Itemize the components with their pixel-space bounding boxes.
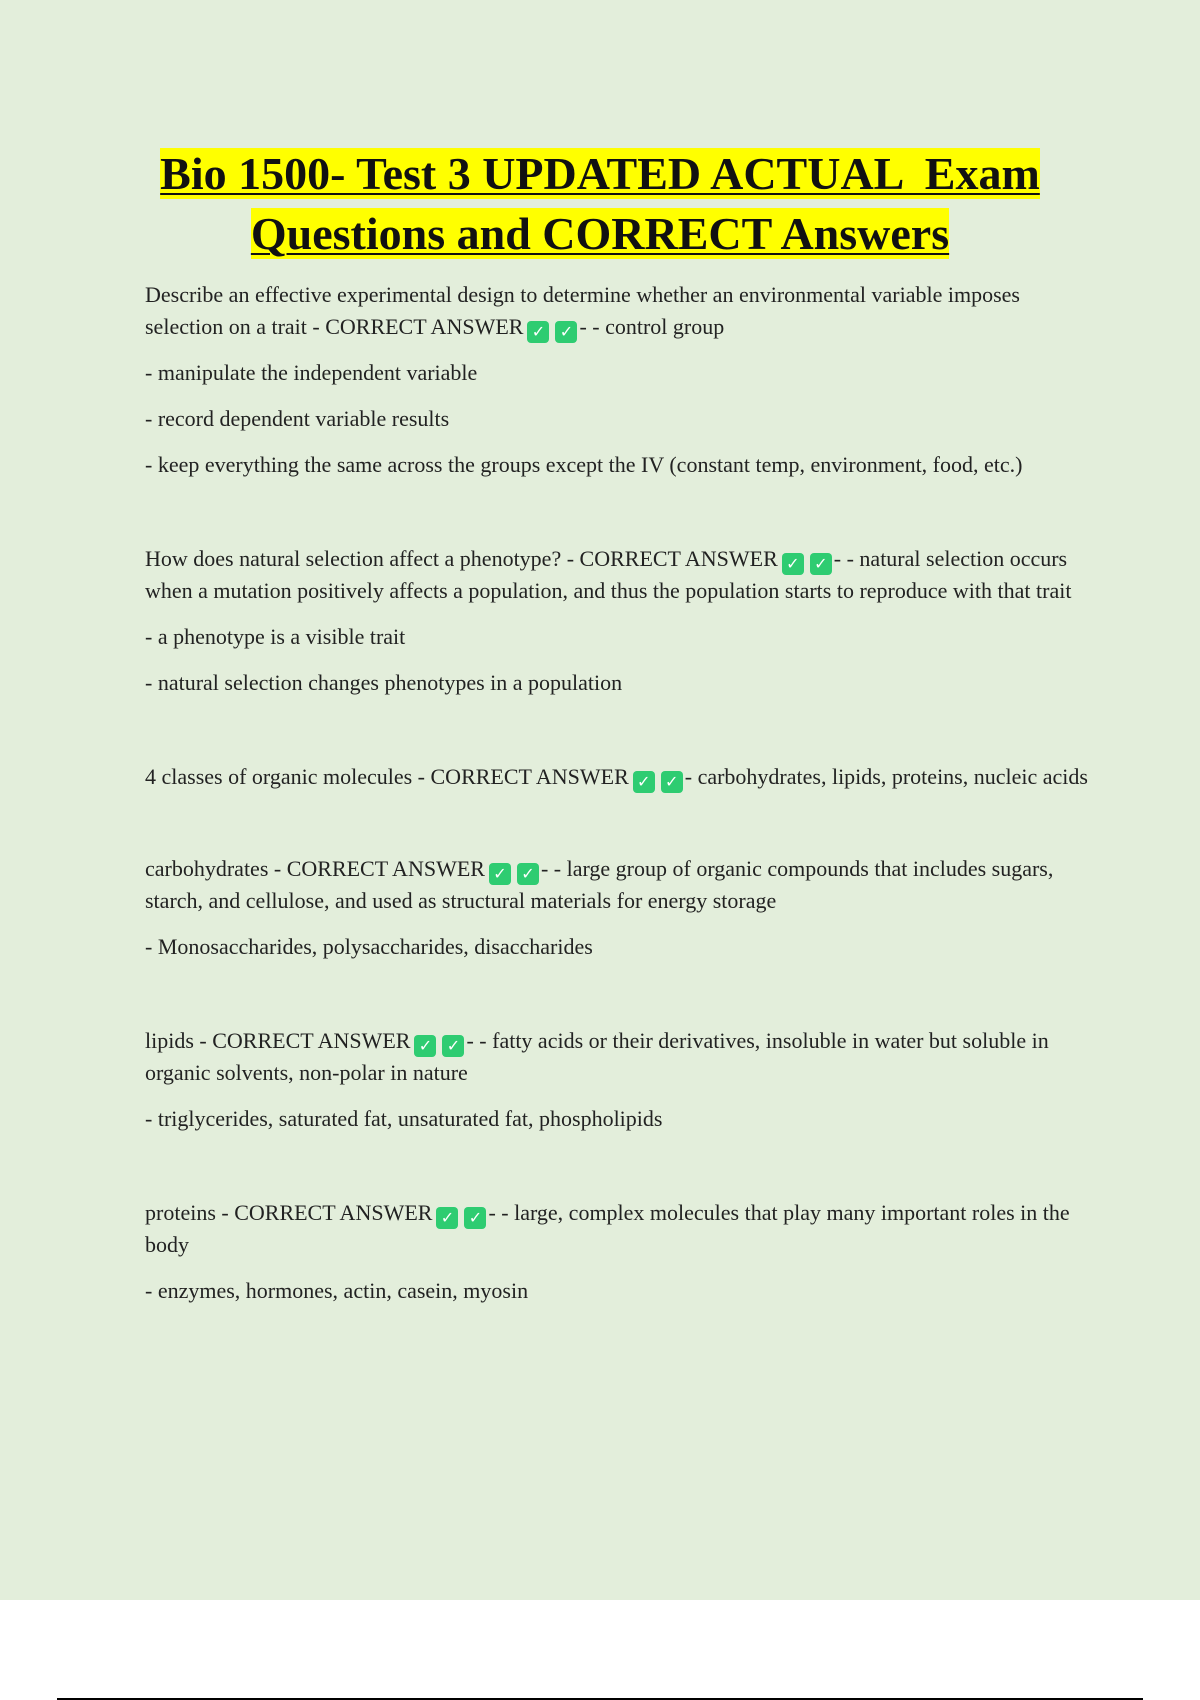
answer-point: - natural selection changes phenotypes in a population — [145, 670, 623, 695]
qa-question-line — [145, 761, 1090, 793]
question-text: Describe an effective experimental design to determine whether an environmental variable imposes selection on a trait - CORRECT ANSWER — [145, 282, 1020, 339]
check-mark-icon: ✓ — [464, 1207, 486, 1229]
document-title — [0, 144, 1200, 264]
qa-question-line — [145, 853, 1090, 917]
qa-question-line — [145, 1025, 1090, 1089]
answer-point: - triglycerides, saturated fat, unsaturated fat, phospholipids — [145, 1106, 663, 1131]
qa-question-line — [145, 279, 1090, 343]
qa-entry-proteins — [145, 1197, 1090, 1307]
answer-text: - - large group of organic compounds that includes sugars, starch, and cellulose, and used as structural materials for energy storage — [145, 856, 1054, 913]
check-mark-icon: ✓ — [489, 863, 511, 885]
answer-text: - - fatty acids or their derivatives, insoluble in water but soluble in organic solvents, non-polar in nature — [145, 1028, 1049, 1085]
qa-list — [145, 279, 1090, 1307]
check-mark-icon: ✓ — [436, 1207, 458, 1229]
check-mark-icon: ✓ — [517, 863, 539, 885]
question-text: proteins - CORRECT ANSWER — [145, 1200, 433, 1225]
answer-text: - - large, complex molecules that play many important roles in the body — [145, 1200, 1070, 1257]
question-text: carbohydrates - CORRECT ANSWER — [145, 856, 485, 881]
check-mark-icon: ✓ — [782, 553, 804, 575]
qa-entry-experimental-design — [145, 279, 1090, 481]
check-mark-icon: ✓ — [633, 771, 655, 793]
answer-text: - carbohydrates, lipids, proteins, nucleic acids — [684, 764, 1088, 789]
qa-entry-natural-selection — [145, 543, 1090, 699]
answer-point: - a phenotype is a visible trait — [145, 624, 406, 649]
question-text: 4 classes of organic molecules - CORRECT ANSWER — [145, 764, 629, 789]
qa-entry-lipids — [145, 1025, 1090, 1135]
question-text: How does natural selection affect a phenotype? - CORRECT ANSWER — [145, 546, 778, 571]
check-mark-icon: ✓ — [661, 771, 683, 793]
check-mark-icon: ✓ — [555, 321, 577, 343]
answer-text: - - control group — [579, 314, 725, 339]
check-mark-icon: ✓ — [810, 553, 832, 575]
qa-question-line — [145, 543, 1090, 607]
answer-point: - Monosaccharides, polysaccharides, disaccharides — [145, 934, 593, 959]
check-mark-icon: ✓ — [527, 321, 549, 343]
answer-text: - - natural selection occurs when a mutation positively affects a population, and thus the population starts to reproduce with that trait — [145, 546, 1072, 603]
qa-entry-organic-molecules — [145, 761, 1090, 793]
check-mark-icon: ✓ — [442, 1035, 464, 1057]
title-line-2: Questions and CORRECT Answers — [250, 208, 950, 259]
qa-question-line — [145, 1197, 1090, 1261]
title-line-1: Bio 1500- Test 3 UPDATED ACTUAL Exam — [160, 148, 1040, 199]
answer-point: - keep everything the same across the groups except the IV (constant temp, environment, food, etc.) — [145, 452, 1023, 477]
answer-point: - manipulate the independent variable — [145, 360, 478, 385]
qa-entry-carbohydrates — [145, 853, 1090, 963]
answer-point: - enzymes, hormones, actin, casein, myosin — [145, 1278, 529, 1303]
question-text: lipids - CORRECT ANSWER — [145, 1028, 411, 1053]
check-mark-icon: ✓ — [414, 1035, 436, 1057]
answer-point: - record dependent variable results — [145, 406, 450, 431]
